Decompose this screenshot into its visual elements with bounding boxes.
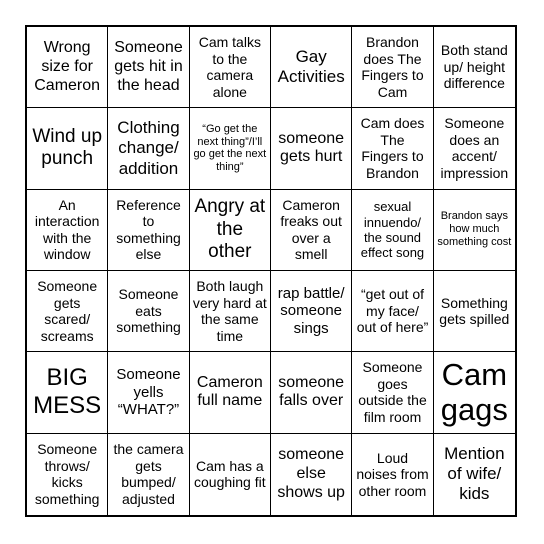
bingo-cell[interactable]: Clothing change/ addition	[108, 108, 189, 189]
bingo-cell[interactable]: Both stand up/ height difference	[434, 27, 515, 108]
bingo-cell[interactable]: someone gets hurt	[271, 108, 352, 189]
bingo-cell[interactable]: rap battle/ someone sings	[271, 271, 352, 352]
bingo-cell[interactable]: someone else shows up	[271, 434, 352, 515]
bingo-cell[interactable]: the camera gets bumped/ adjusted	[108, 434, 189, 515]
bingo-cell[interactable]: Someone goes outside the film room	[352, 352, 433, 433]
bingo-cell[interactable]: Someone throws/ kicks something	[27, 434, 108, 515]
bingo-cell[interactable]: Both laugh very hard at the same time	[190, 271, 271, 352]
bingo-cell[interactable]: Cam has a coughing fit	[190, 434, 271, 515]
bingo-cell[interactable]: Mention of wife/ kids	[444, 444, 505, 504]
bingo-cell[interactable]: Cam talks to the camera alone	[190, 27, 271, 108]
bingo-cell[interactable]: Cameron full name	[190, 352, 271, 433]
bingo-cell[interactable]: “get out of my face/ out of here”	[352, 271, 433, 352]
bingo-cell[interactable]: Cameron freaks out over a smell	[271, 190, 352, 271]
bingo-cell[interactable]: BIG MESS	[27, 352, 108, 433]
bingo-cell[interactable]: Reference to something else	[108, 190, 189, 271]
bingo-cell[interactable]: someone falls over	[271, 352, 352, 433]
bingo-cell[interactable]: Brandon does The Fingers to Cam	[352, 27, 433, 108]
bingo-cell[interactable]: Someone does an accent/ impression	[434, 108, 515, 189]
bingo-cell[interactable]: Wind up punch	[27, 108, 108, 189]
bingo-card	[25, 25, 517, 517]
bingo-cell[interactable]: Someone yells “WHAT?”	[108, 352, 189, 433]
bingo-cell[interactable]: “Go get the next thing”/I’ll go get the next thing”	[190, 108, 271, 189]
bingo-cell[interactable]: Wrong size for Cameron	[27, 27, 108, 108]
bingo-cell[interactable]: Someone gets hit in the head	[108, 27, 189, 108]
bingo-cell[interactable]: Gay Activities	[271, 27, 352, 108]
bingo-cell[interactable]: Angry at the other	[190, 190, 271, 271]
bingo-cell[interactable]: Something gets spilled	[434, 271, 515, 352]
bingo-cell[interactable]: Cam gags	[434, 352, 515, 433]
bingo-cell[interactable]: Brandon says how much something cost	[434, 190, 515, 271]
bingo-cell[interactable]: An interaction with the window	[27, 190, 108, 271]
bingo-cell[interactable]: Someone gets scared/ screams	[27, 271, 108, 352]
bingo-cell[interactable]: Someone eats something	[108, 271, 189, 352]
bingo-cell[interactable]: Cam does The Fingers to Brandon	[352, 108, 433, 189]
bingo-cell[interactable]: Loud noises from other room	[352, 434, 433, 515]
bingo-cell[interactable]: sexual innuendo/ the sound effect song	[352, 190, 433, 271]
